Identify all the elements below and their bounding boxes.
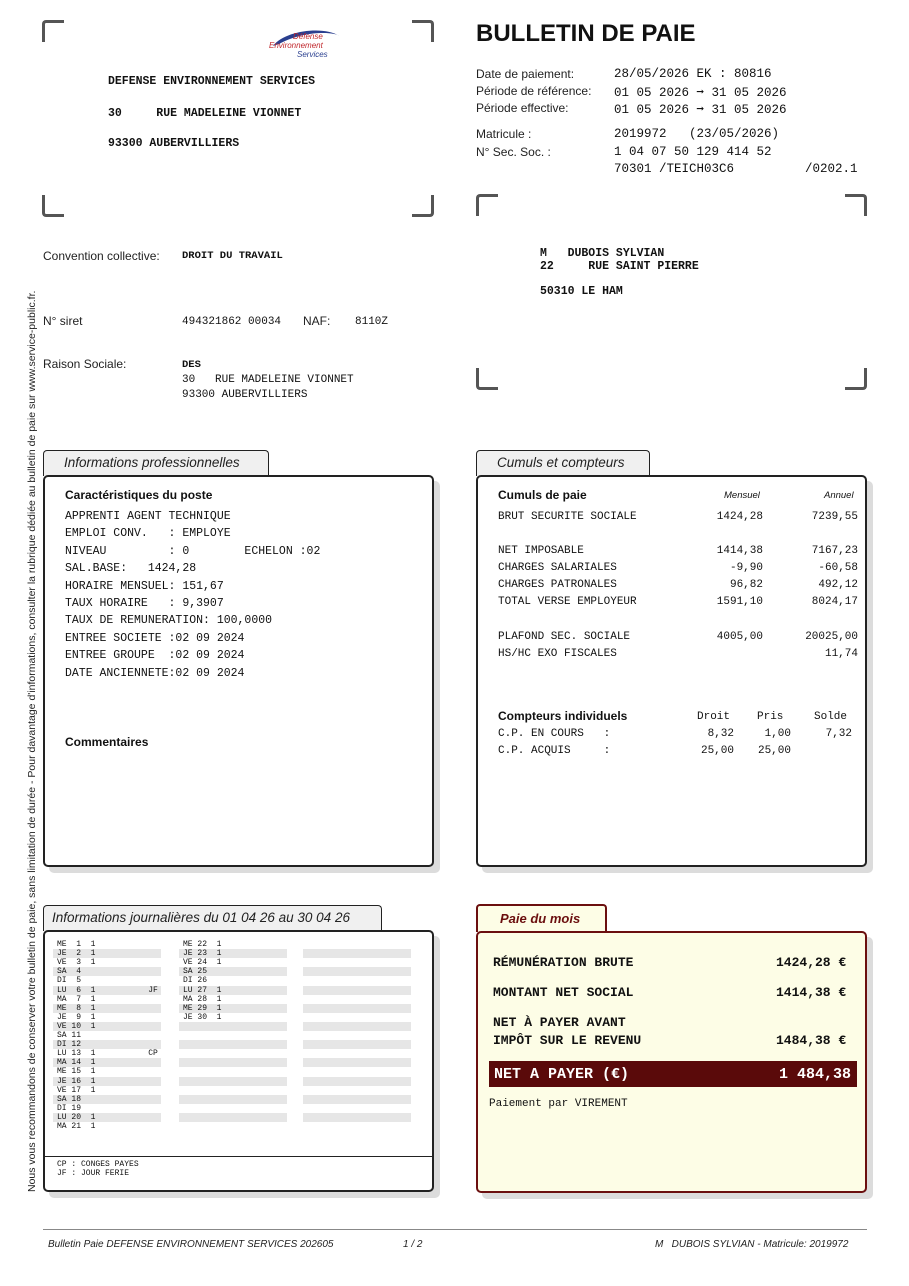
day-entry xyxy=(179,1086,287,1095)
day-entry: LU 20 1 xyxy=(53,1113,161,1122)
cumuls-panel xyxy=(476,475,867,867)
day-entry: DI 26 xyxy=(183,976,208,986)
siret-label: N° siret xyxy=(43,314,83,328)
poste-line: APPRENTI AGENT TECHNIQUE xyxy=(65,510,231,523)
day-entry xyxy=(179,1077,287,1086)
day-entry: JE 30 1 xyxy=(183,1012,222,1022)
poste-line: ENTREE SOCIETE :02 09 2024 xyxy=(65,631,245,645)
day-blank xyxy=(303,958,411,967)
day-entry: VE 24 1 xyxy=(183,958,222,968)
corner-bracket xyxy=(845,194,867,216)
day-entry: SA 4 xyxy=(53,967,161,976)
periode-eff-value: 01 05 2026 ➞ 31 05 2026 xyxy=(614,103,787,117)
cumul-annuel: 492,12 xyxy=(818,579,858,591)
day-blank xyxy=(303,1013,411,1022)
cumul-label: TOTAL VERSE EMPLOYEUR xyxy=(498,596,637,608)
compteurs-heading: Compteurs individuels xyxy=(498,709,628,723)
cumul-mensuel: -9,90 xyxy=(729,562,763,574)
employee-address: 22 RUE SAINT PIERRE xyxy=(540,260,699,273)
convention-label: Convention collective: xyxy=(43,249,160,263)
day-blank xyxy=(303,1058,411,1067)
raison-label: Raison Sociale: xyxy=(43,357,127,371)
net-a-payer-label: NET A PAYER (€) xyxy=(494,1066,630,1083)
page-number: 1 / 2 xyxy=(403,1239,423,1250)
day-blank xyxy=(303,1104,411,1113)
siret-value: 494321862 00034 xyxy=(182,316,282,328)
day-blank xyxy=(303,940,411,949)
net-social-label: MONTANT NET SOCIAL xyxy=(493,985,634,1000)
day-entry: DI 5 xyxy=(57,976,82,986)
tab-informations-professionnelles: Informations professionnelles xyxy=(43,450,269,476)
day-entry: MA 7 1 xyxy=(57,994,96,1004)
periode-ref-value: 01 05 2026 ➞ 31 05 2026 xyxy=(614,86,787,100)
cumul-annuel: 11,74 xyxy=(824,648,858,660)
day-entry: ME 29 1 xyxy=(179,1004,287,1013)
col-solde: Solde xyxy=(814,711,848,723)
employer-address: 30 RUE MADELEINE VIONNET xyxy=(108,107,302,120)
day-entry: SA 25 xyxy=(179,967,287,976)
day-blank xyxy=(303,1122,411,1131)
day-blank xyxy=(303,1022,411,1031)
compteur-droit: 8,32 xyxy=(707,728,734,740)
payment-method: Paiement par VIREMENT xyxy=(489,1098,628,1110)
naf-label: NAF: xyxy=(303,314,331,328)
corner-bracket xyxy=(42,20,64,42)
day-blank xyxy=(303,1004,411,1013)
logo-text: Services xyxy=(297,50,328,59)
day-entry: JE 23 1 xyxy=(179,949,287,958)
cumul-label: HS/HC EXO FISCALES xyxy=(498,648,617,660)
day-blank xyxy=(303,1077,411,1086)
poste-line: HORAIRE MENSUEL: 151,67 xyxy=(65,579,224,593)
day-entry: ME 15 1 xyxy=(57,1067,96,1077)
day-blank xyxy=(303,1031,411,1040)
matricule-label: Matricule : xyxy=(476,127,532,141)
internal-code-suffix: /0202.1 xyxy=(805,162,858,176)
poste-heading: Caractéristiques du poste xyxy=(65,488,213,502)
day-entry: LU 13 1 CP xyxy=(57,1049,158,1059)
cumul-annuel: 7167,23 xyxy=(811,545,858,557)
brute-label: RÉMUNÉRATION BRUTE xyxy=(493,955,634,970)
cumul-label: PLAFOND SEC. SOCIALE xyxy=(498,631,631,643)
cumul-annuel: 8024,17 xyxy=(811,596,858,608)
net-a-payer-bar xyxy=(489,1061,857,1087)
day-entry xyxy=(179,1067,287,1076)
employee-name: M DUBOIS SYLVIAN xyxy=(540,247,665,260)
day-entry: VE 17 1 xyxy=(57,1085,96,1095)
day-blank xyxy=(303,1049,411,1058)
day-blank xyxy=(303,995,411,1004)
day-entry: MA 21 1 xyxy=(57,1122,96,1131)
day-entry: ME 1 1 xyxy=(57,940,96,949)
tab-cumuls-compteurs: Cumuls et compteurs xyxy=(476,450,650,476)
pro-info-panel xyxy=(43,475,434,867)
comments-heading: Commentaires xyxy=(65,735,149,749)
day-entry xyxy=(179,1113,287,1122)
day-entry xyxy=(179,1058,287,1067)
day-blank xyxy=(303,949,411,958)
secsoc-label: N° Sec. Soc. : xyxy=(476,145,551,159)
day-entry: SA 11 xyxy=(57,1031,82,1040)
legend-cp: CP : CONGES PAYES xyxy=(57,1160,139,1169)
day-entry xyxy=(179,1031,287,1040)
tab-paie-du-mois: Paie du mois xyxy=(476,904,607,932)
poste-line: EMPLOI CONV. : EMPLOYE xyxy=(65,527,231,541)
day-blank xyxy=(303,967,411,976)
poste-line: TAUX HORAIRE : 9,3907 xyxy=(65,597,224,610)
net-social-value: 1414,38 € xyxy=(776,985,847,1000)
net-avant-value: 1484,38 € xyxy=(776,1033,847,1048)
day-entry: ME 8 1 xyxy=(53,1004,161,1013)
day-entry: VE 10 1 xyxy=(53,1022,161,1031)
raison-address: 30 RUE MADELEINE VIONNET xyxy=(182,374,354,386)
footer-right: M DUBOIS SYLVIAN - Matricule: 2019972 xyxy=(655,1239,849,1250)
cumul-mensuel: 1591,10 xyxy=(716,596,763,608)
convention-value: DROIT DU TRAVAIL xyxy=(182,250,283,262)
compteur-label: C.P. EN COURS : xyxy=(498,728,611,740)
day-entry: VE 3 1 xyxy=(57,958,96,968)
matricule-value: 2019972 (23/05/2026) xyxy=(614,127,780,141)
day-entry xyxy=(179,1095,287,1104)
cumul-mensuel: 96,82 xyxy=(729,579,763,591)
day-entry xyxy=(179,1122,287,1131)
net-a-payer-value: 1 484,38 xyxy=(778,1066,851,1083)
legend-jf: JF : JOUR FERIE xyxy=(57,1169,130,1178)
day-entry xyxy=(179,1022,287,1031)
day-entry: ME 22 1 xyxy=(183,940,222,949)
poste-line: TAUX DE REMUNERATION: 100,0000 xyxy=(65,614,273,628)
compteur-solde: 7,32 xyxy=(825,728,852,740)
day-entry: DI 19 xyxy=(57,1103,82,1113)
cumul-label: CHARGES PATRONALES xyxy=(498,579,617,591)
col-droit: Droit xyxy=(697,711,731,723)
corner-bracket xyxy=(42,195,64,217)
day-blank xyxy=(303,1113,411,1122)
footer-left: Bulletin Paie DEFENSE ENVIRONNEMENT SERVICES 202605 xyxy=(48,1239,334,1250)
date-paiement-value: 28/05/2026 EK : 80816 xyxy=(614,67,772,81)
raison-city: 93300 AUBERVILLIERS xyxy=(182,389,308,401)
col-pris: Pris xyxy=(757,711,784,723)
cumul-mensuel: 1414,38 xyxy=(716,545,763,557)
divider xyxy=(45,1156,432,1157)
day-blank xyxy=(303,1067,411,1076)
periode-eff-label: Période effective: xyxy=(476,101,569,115)
employer-city: 93300 AUBERVILLIERS xyxy=(108,137,240,150)
date-paiement-label: Date de paiement: xyxy=(476,67,575,81)
brute-value: 1424,28 € xyxy=(776,955,847,970)
poste-line: DATE ANCIENNETE:02 09 2024 xyxy=(65,666,245,680)
logo-text: Défense xyxy=(293,32,323,41)
page-title: BULLETIN DE PAIE xyxy=(476,20,696,47)
corner-bracket xyxy=(412,195,434,217)
footer-divider xyxy=(43,1229,867,1230)
corner-bracket xyxy=(412,20,434,42)
logo-text: Environnement xyxy=(269,41,323,50)
col-mensuel: Mensuel xyxy=(724,490,760,501)
day-entry xyxy=(179,1049,287,1058)
day-entry: SA 18 xyxy=(53,1095,161,1104)
compteur-droit: 25,00 xyxy=(700,745,734,757)
poste-line: ENTREE GROUPE :02 09 2024 xyxy=(65,649,245,663)
day-entry xyxy=(179,1040,287,1049)
cumul-label: BRUT SECURITE SOCIALE xyxy=(498,511,637,523)
day-blank xyxy=(303,976,411,985)
naf-value: 8110Z xyxy=(355,316,389,328)
day-blank xyxy=(303,1095,411,1104)
day-blank xyxy=(303,986,411,995)
corner-bracket xyxy=(476,194,498,216)
conservation-notice: Nous vous recommandons de conserver votre bulletin de paie, sans limitation de durée - Pour davantage d'informations, consulter la rubrique dédiée au bulletin de paie sur www.service-public.fr. xyxy=(26,290,38,1192)
cumul-mensuel: 4005,00 xyxy=(716,631,763,643)
company-logo xyxy=(265,26,345,62)
day-entry: MA 14 1 xyxy=(53,1058,161,1067)
day-entry: JE 16 1 xyxy=(53,1077,161,1086)
day-blank xyxy=(303,1086,411,1095)
secsoc-value: 1 04 07 50 129 414 52 xyxy=(614,145,772,159)
corner-bracket xyxy=(476,368,498,390)
day-blank xyxy=(303,1040,411,1049)
day-entry: JE 2 1 xyxy=(53,949,161,958)
net-avant-label-2: IMPÔT SUR LE REVENU xyxy=(493,1033,642,1048)
day-entry: LU 27 1 xyxy=(179,986,287,995)
periode-ref-label: Période de référence: xyxy=(476,84,592,98)
cumul-label: CHARGES SALARIALES xyxy=(498,562,617,574)
day-entry: JE 9 1 xyxy=(57,1012,96,1022)
poste-line: SAL.BASE: 1424,28 xyxy=(65,562,197,576)
day-entry xyxy=(179,1104,287,1113)
raison-value: DES xyxy=(182,359,201,371)
compteur-pris: 1,00 xyxy=(764,728,791,740)
tab-informations-journalieres: Informations journalières du 01 04 26 au 30 04 26 xyxy=(43,905,382,931)
employee-city: 50310 LE HAM xyxy=(540,285,623,298)
compteur-pris: 25,00 xyxy=(757,745,791,757)
employer-name: DEFENSE ENVIRONNEMENT SERVICES xyxy=(108,75,316,88)
day-entry: LU 6 1 JF xyxy=(53,986,161,995)
corner-bracket xyxy=(845,368,867,390)
compteur-label: C.P. ACQUIS : xyxy=(498,745,611,757)
day-entry: MA 28 1 xyxy=(183,994,222,1004)
col-annuel: Annuel xyxy=(824,490,854,501)
journal-panel xyxy=(43,930,434,1192)
poste-line: NIVEAU : 0 ECHELON :02 xyxy=(65,544,321,558)
cumul-annuel: 7239,55 xyxy=(811,511,858,523)
cumuls-heading: Cumuls de paie xyxy=(498,488,587,502)
cumul-mensuel: 1424,28 xyxy=(716,511,763,523)
cumul-label: NET IMPOSABLE xyxy=(498,545,584,557)
cumul-annuel: -60,58 xyxy=(818,562,858,574)
internal-code: 70301 /TEICH03C6 xyxy=(614,162,735,176)
day-entry: DI 12 xyxy=(53,1040,161,1049)
net-avant-label: NET À PAYER AVANT xyxy=(493,1015,626,1030)
cumul-annuel: 20025,00 xyxy=(805,631,858,643)
